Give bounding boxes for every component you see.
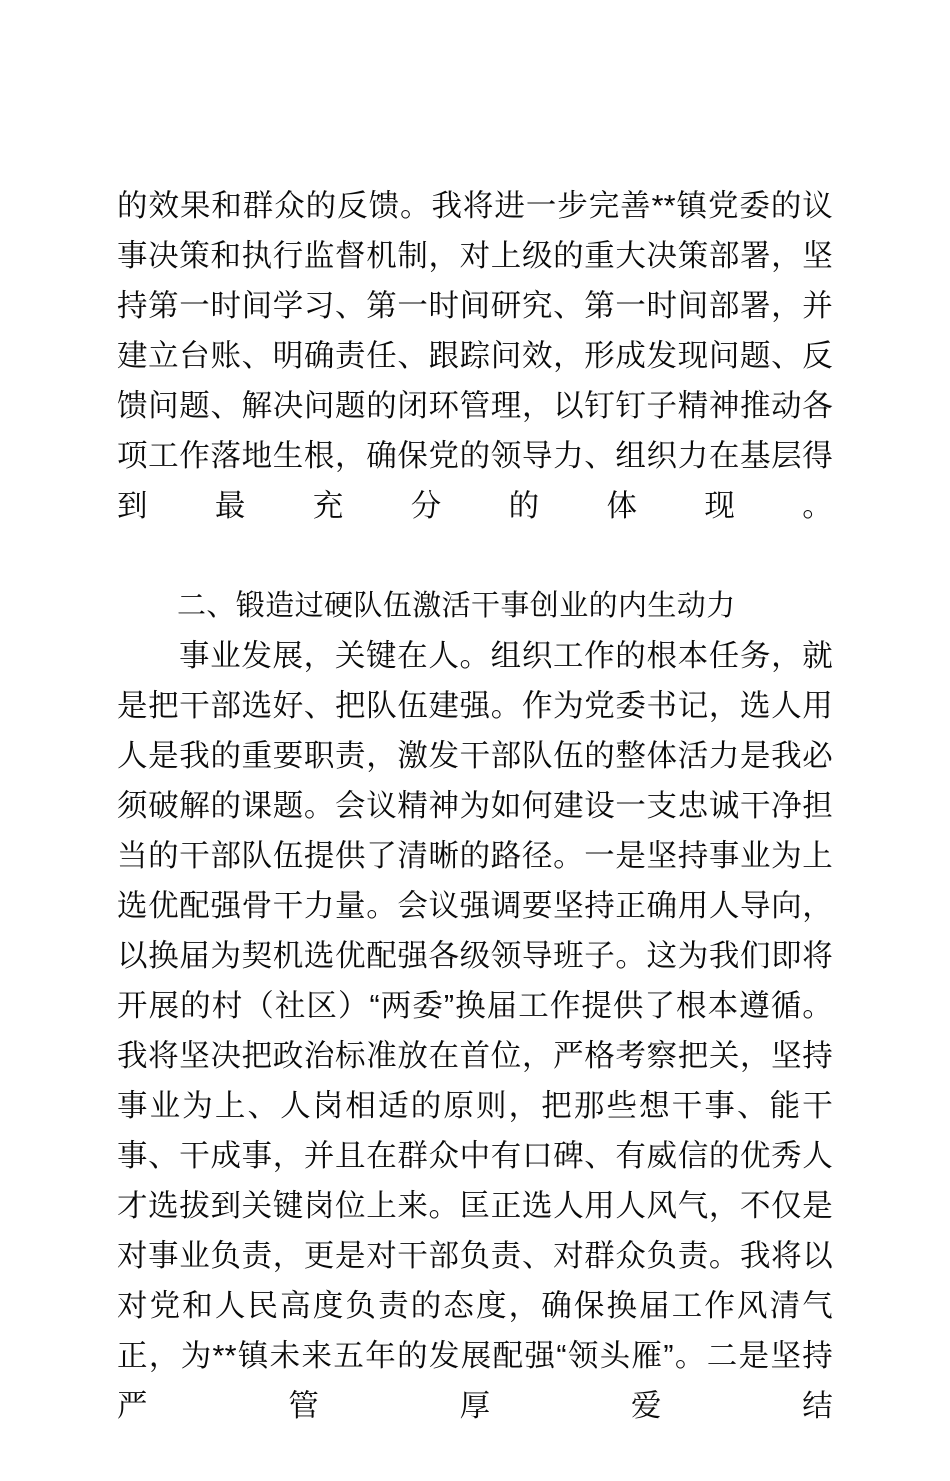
body-paragraph-2: 事业发展，关键在人。组织工作的根本任务，就是把干部选好、把队伍建强。作为党委书记，选人用人是我的重要职责，激发干部队伍的整体活力是我必须破解的课题。会议精神为如何建设一支忠诚干净担当的干部队伍提供了清晰的路径。一是坚持事业为上选优配强骨干力量。会议强调要坚持正确用人导向，以换届为契机选优配强各级领导班子。这为我们即将开展的村（社区）“两委”换届工作提供了根本遵循。我将坚决把政治标准放在首位，严格考察把关，坚持事业为上、人岗相适的原则，把那些想干事、能干事、干成事，并且在群众中有口碑、有威信的优秀人才选拔到关键岗位上来。匡正选人用人风气，不仅是对事业负责，更是对干部负责、对群众负责。我将以对党和人民高度负责的态度，确保换届工作风清气正，为**镇未来五年的发展配强“领头雁”。二是坚持严管厚爱结: [117, 639, 833, 1423]
document-text-column: [117, 181, 833, 1481]
body-paragraph-1: 的效果和群众的反馈。我将进一步完善**镇党委的议事决策和执行监督机制，对上级的重大决策部署，坚持第一时间学习、第一时间研究、第一时间部署，并建立台账、明确责任、跟踪问效，形成发现问题、反馈问题、解决问题的闭环管理，以钉钉子精神推动各项工作落地生根，确保党的领导力、组织力在基层得到最充分的体现。: [117, 189, 833, 523]
section-heading-2: 二、锻造过硬队伍激活干事创业的内生动力: [177, 590, 736, 622]
